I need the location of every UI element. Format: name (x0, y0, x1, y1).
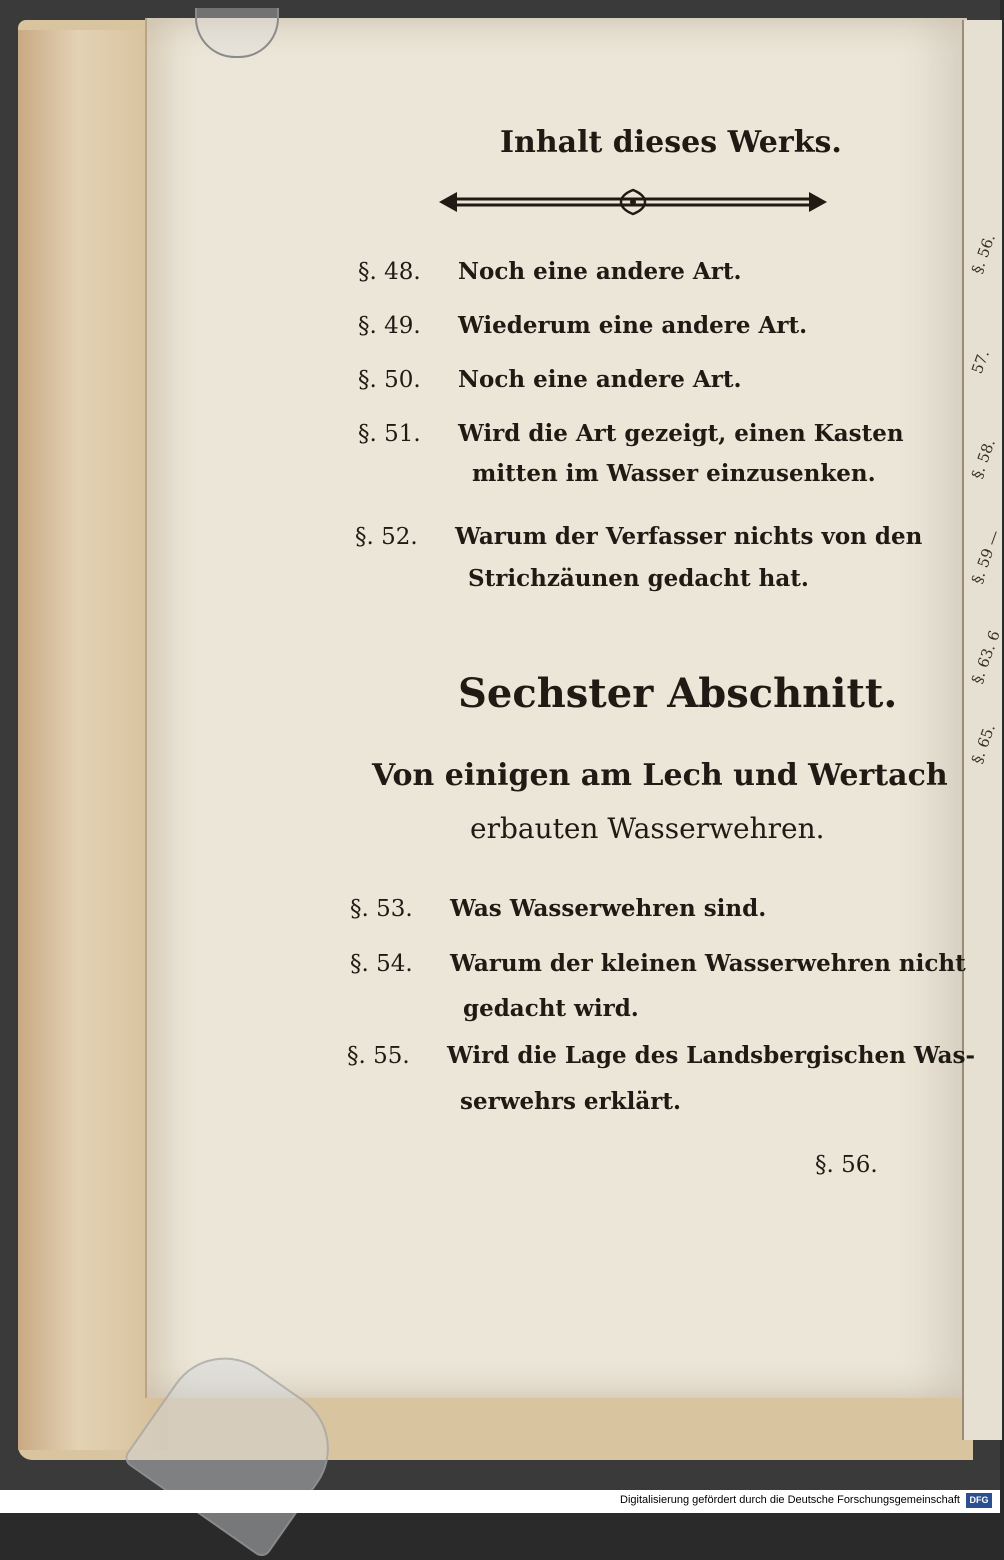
entry-continuation: Strichzäunen gedacht hat. (468, 565, 809, 592)
section-number: §. 48. (358, 259, 421, 285)
entry-continuation: mitten im Wasser einzusenken. (472, 460, 876, 487)
toc-entry (358, 366, 742, 393)
next-page-fragment: 57. (968, 347, 994, 377)
entry-text: Noch eine andere Art. (458, 258, 742, 285)
next-page-fragment: §. 56. (968, 231, 999, 277)
toc-entry (350, 950, 966, 977)
entry-continuation: serwehrs erklärt. (460, 1088, 682, 1115)
toc-entry (358, 420, 904, 447)
facing-page-edge (962, 20, 1002, 1440)
section-subtitle: erbauten Wasserwehren. (470, 812, 825, 845)
next-page-fragment: §. 59 — (968, 527, 1004, 587)
running-head: Inhalt dieses Werks. (500, 125, 842, 160)
toc-entry (355, 523, 922, 550)
entry-text: Noch eine andere Art. (458, 366, 742, 393)
catchword: §. 56. (815, 1152, 878, 1178)
section-number: §. 51. (358, 421, 421, 447)
entry-text: Wird die Art gezeigt, einen Kasten (458, 420, 904, 447)
footer-credit: Digitalisierung gefördert durch die Deutsche Forschungsgemeinschaft (620, 1494, 960, 1506)
section-number: §. 49. (358, 313, 421, 339)
section-number: §. 55. (347, 1043, 410, 1069)
entry-text: Warum der Verfasser nichts von den (455, 523, 923, 550)
next-page-fragment: §. 65. (968, 721, 999, 767)
section-title: Sechster Abschnitt. (458, 670, 898, 717)
entry-text: Wird die Lage des Landsbergischen Was- (447, 1042, 976, 1069)
toc-entry (358, 258, 742, 285)
dfg-logo: DFG (966, 1493, 992, 1508)
toc-entry (350, 895, 766, 922)
section-number: §. 52. (355, 524, 418, 550)
section-number: §. 53. (350, 896, 413, 922)
next-page-fragment: §. 63. 6 (968, 628, 1004, 687)
entry-text: Warum der kleinen Wasserwehren nicht (450, 950, 966, 977)
toc-entry (358, 312, 807, 339)
section-number: §. 50. (358, 367, 421, 393)
section-subtitle: Von einigen am Lech und Wertach (372, 758, 948, 793)
entry-text: Wiederum eine andere Art. (458, 312, 808, 339)
section-number: §. 54. (350, 951, 413, 977)
next-page-fragment: §. 58. (968, 436, 999, 482)
toc-entry (347, 1042, 975, 1069)
entry-text: Was Wasserwehren sind. (450, 895, 767, 922)
ornament-divider (437, 188, 829, 216)
entry-continuation: gedacht wird. (463, 995, 639, 1022)
